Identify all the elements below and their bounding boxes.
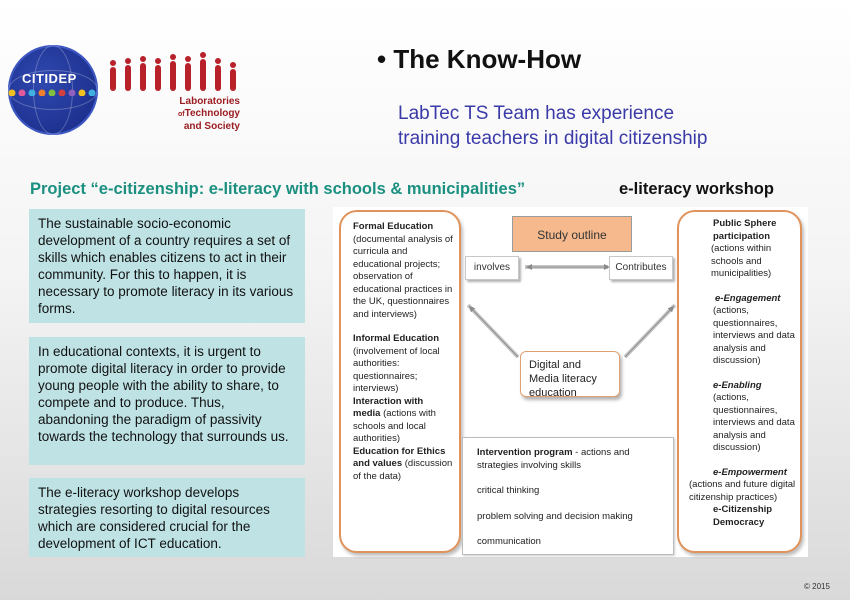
e-empowerment-body: (actions and future digital citizenship practices)	[689, 479, 796, 503]
subtitle-line1: LabTec TS Team has experience	[398, 103, 675, 124]
text-box-1: The sustainable socio-economic development of a country requires a set of skills which enables citizens to act in their community. For this to happen, it is necessary to promote literacy in its various forms.	[29, 209, 305, 323]
formal-education-body: (documental analysis of curricula and educational projects; observation of educational practices in the UK, questionnaires and interviews)	[353, 233, 453, 320]
left-panel	[339, 210, 461, 553]
subtitle-line2: training teachers in digital citizenship	[398, 128, 708, 149]
public-sphere-body: (actions within schools and municipalities)	[711, 243, 772, 279]
title-bullet: •	[377, 44, 387, 74]
intervention-item: critical thinking	[477, 485, 540, 496]
intervention-title-rest: - actions and strategies involving skills	[477, 447, 630, 471]
e-citizenship-democracy-title: e-Citizenship Democracy	[713, 504, 773, 528]
ethics-title: Education for Ethics and values	[353, 445, 446, 469]
lab-title-line2: ofTechnology	[178, 108, 240, 119]
lab-title-line1: Laboratories	[179, 96, 240, 107]
involves-box: involves	[465, 256, 519, 280]
e-engagement-title: e-Engagement	[715, 292, 781, 304]
informal-education-title: Informal Education	[353, 333, 440, 344]
ethics-body: (discussion of the data)	[353, 458, 453, 482]
e-empowerment-title: e-Empowerment	[713, 466, 787, 478]
text-box-3: The e-literacy workshop develops strategies resorting to digital resources which are considered crucial for the development of ICT education.	[29, 478, 305, 557]
digital-media-literacy-box: Digital and Media literacy education	[520, 351, 620, 397]
e-literacy-diagram	[333, 207, 808, 557]
hands-icon	[4, 88, 100, 96]
public-sphere-title: Public Sphere participation	[713, 218, 777, 242]
intervention-program-box	[462, 437, 674, 555]
lab-title	[152, 96, 240, 133]
study-outline-box: Study outline	[512, 216, 632, 252]
e-enabling-body: (actions, questionnaires, interviews and data analysis and discussion)	[713, 392, 795, 453]
intervention-item: problem solving and decision making	[477, 510, 633, 522]
people-icon	[105, 52, 240, 97]
project-title: Project “e-citizenship: e-literacy with schools & municipalities”	[30, 180, 526, 198]
workshop-title: e-literacy workshop	[619, 180, 774, 198]
slide-title	[377, 44, 581, 75]
subtitle	[398, 101, 707, 151]
e-engagement-body: (actions, questionnaires, interviews and data analysis and discussion)	[713, 305, 795, 366]
lab-title-line3: and Society	[183, 121, 240, 132]
informal-education-body: (involvement of local authorities: questionnaires; interviews)	[353, 345, 440, 394]
interaction-media-title: Interaction with media	[353, 395, 424, 419]
copyright: © 2015	[804, 582, 830, 591]
right-panel	[677, 210, 802, 553]
contributes-box: Contributes	[609, 256, 673, 280]
e-enabling-title: e-Enabling	[713, 379, 762, 391]
title-text: The Know-How	[393, 44, 582, 74]
citidep-logo-text: CITIDEP	[22, 71, 77, 86]
intervention-title: Intervention program	[477, 447, 573, 458]
intervention-item: communication	[477, 536, 541, 547]
text-box-2: In educational contexts, it is urgent to promote digital literacy in order to provide young people with the ability to share, to compete and to produce. Thus, abandoning the paradigm of passivity towards the technology that surrounds us.	[29, 337, 305, 465]
formal-education-title: Formal Education	[353, 221, 434, 232]
interaction-media-body: (actions with schools and local authorities)	[353, 408, 436, 444]
